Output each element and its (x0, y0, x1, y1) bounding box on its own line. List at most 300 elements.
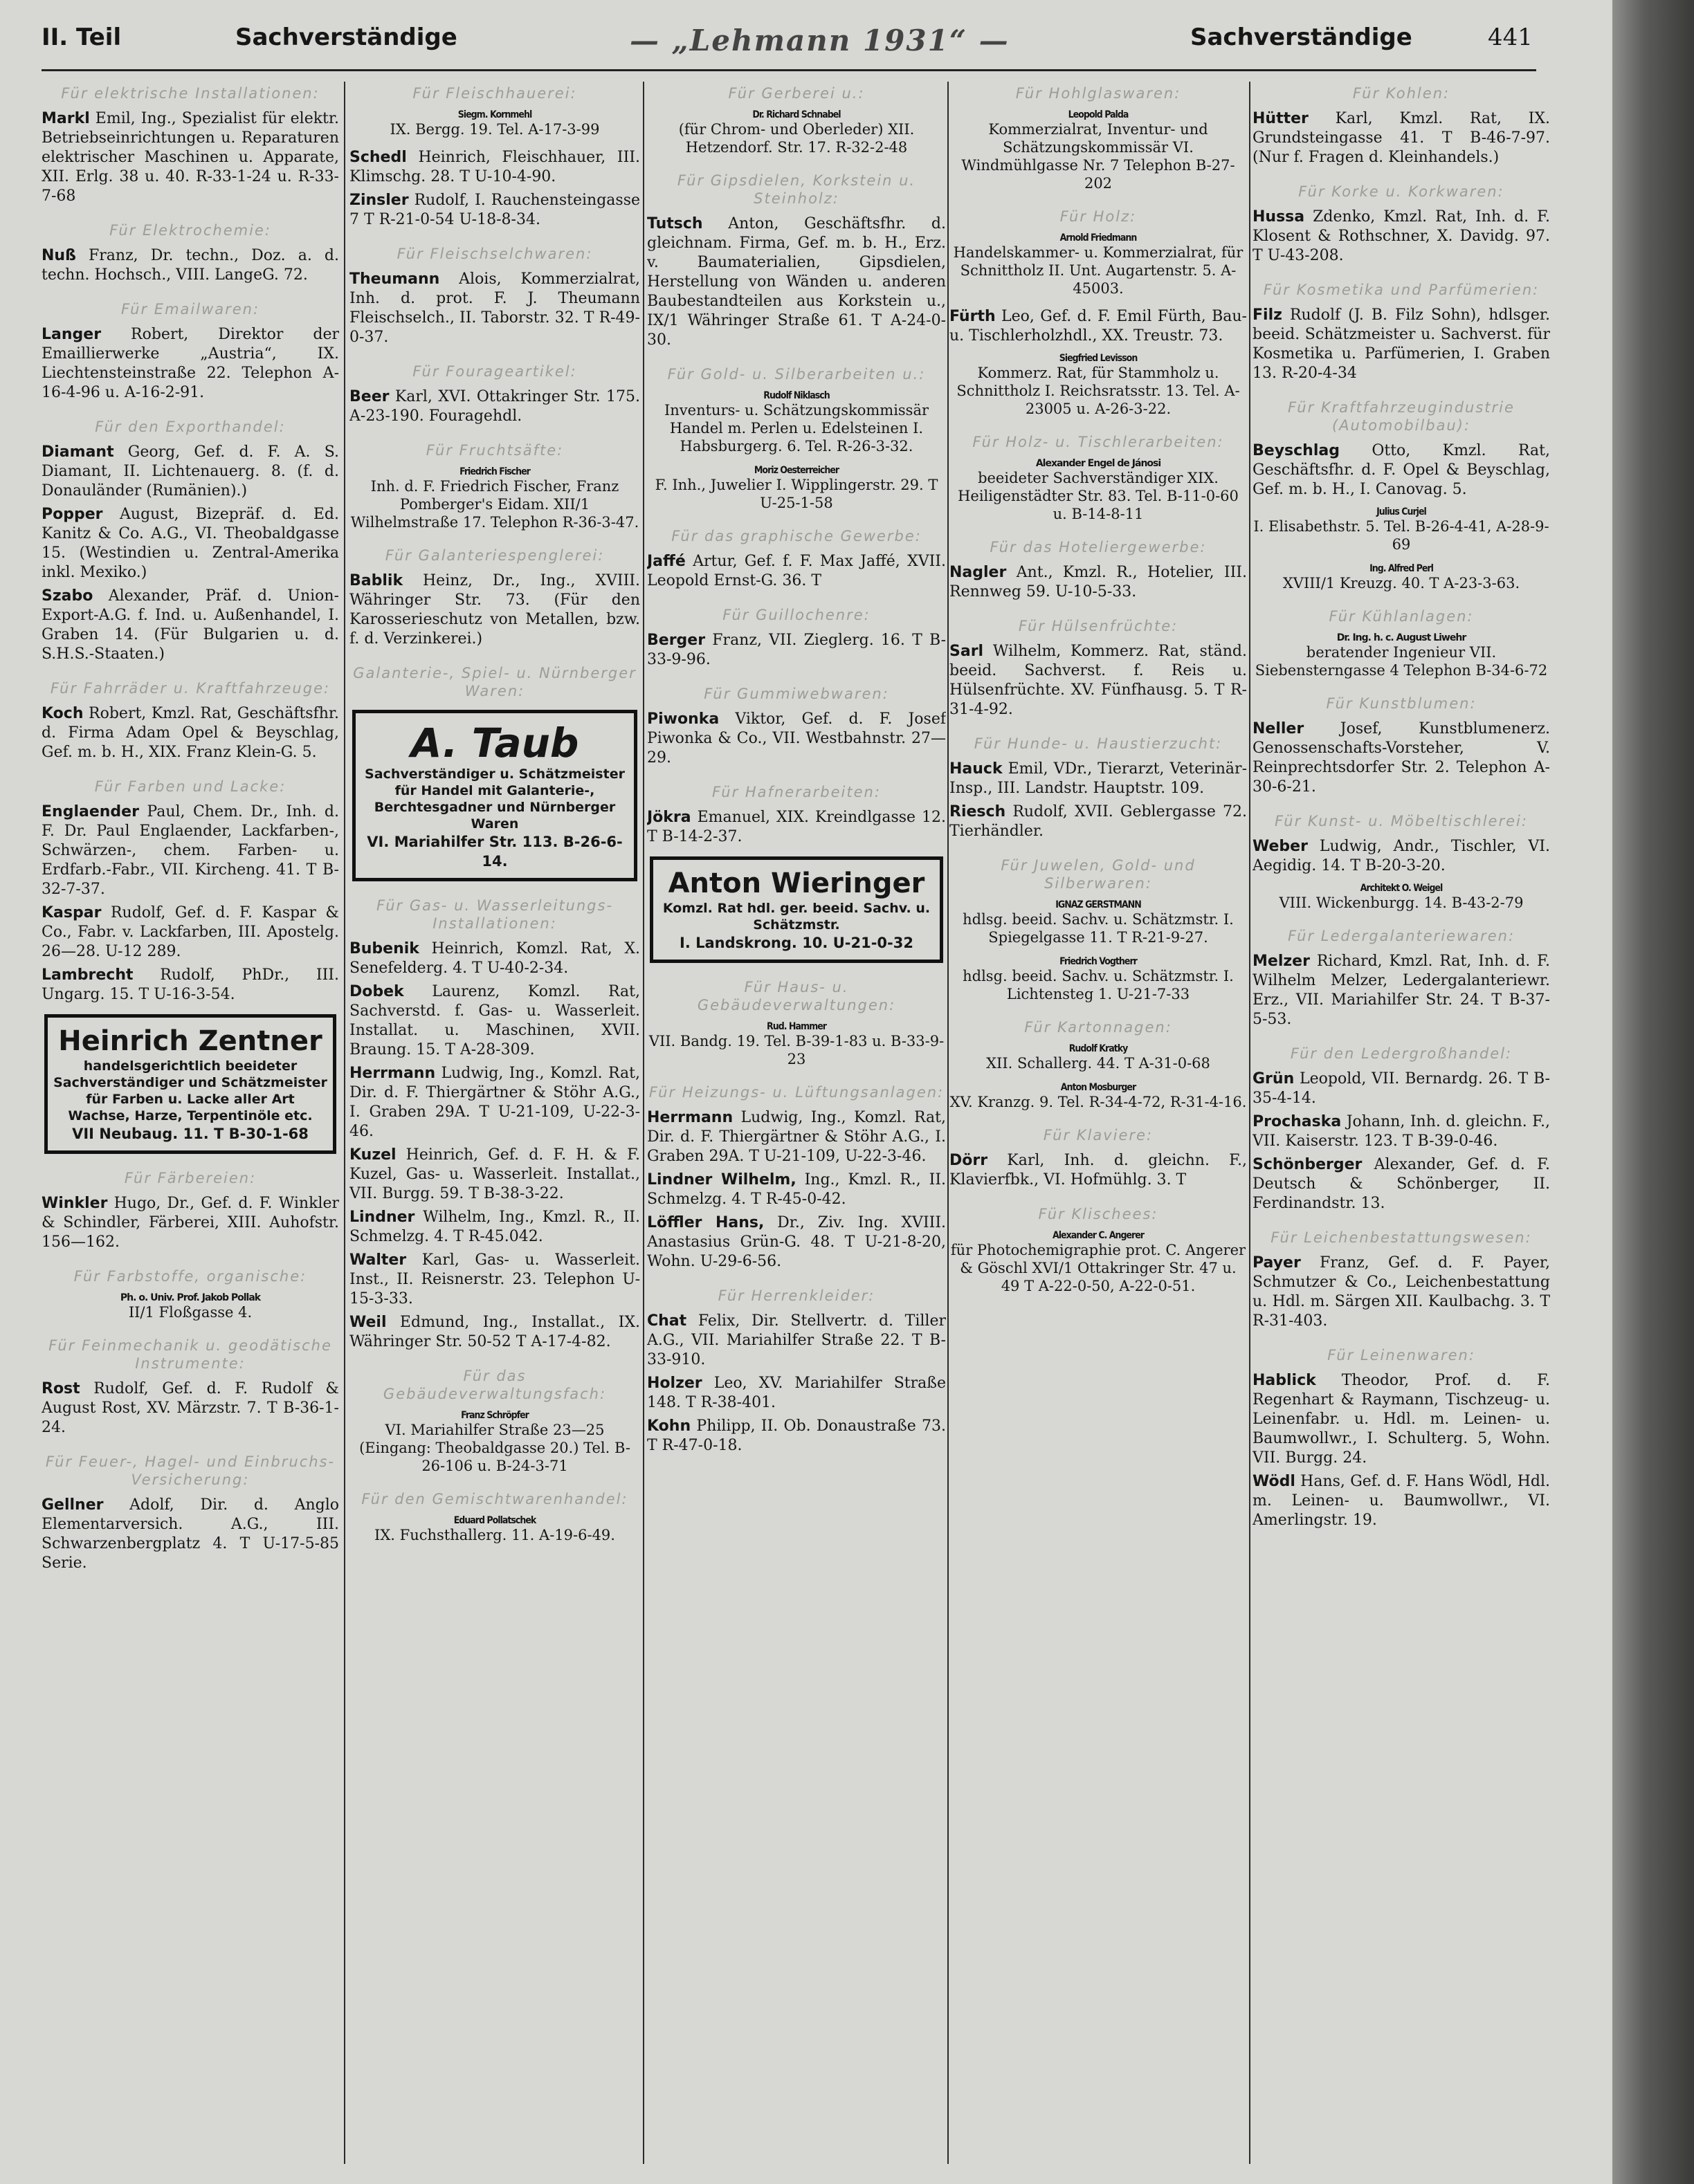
section-heading: Für Fleischselchwaren: (397, 246, 593, 262)
directory-entry (647, 1417, 946, 1456)
advert-title: Arnold Friedmann (1059, 232, 1137, 244)
advert-title: Friedrich Vogtherr (1059, 956, 1137, 967)
section-heading: Für Galanteriespenglerei: (385, 547, 605, 564)
entry-details: Wilhelm, Kommerz. Rat, ständ. beeid. Sachverst. f. Reis u. Hülsenfrüchte. XV. Fünfhausg. 5. T R-31-4-92. (949, 643, 1247, 718)
entry-details: Hugo, Dr., Gef. d. F. Winkler & Schindler, Färberei, XIII. Auhofstr. 156—162. (42, 1195, 339, 1251)
entry-details: Felix, Dir. Stellvertr. d. Tiller A.G., VII. Mariahilfer Straße 22. T B-33-910. (647, 1312, 946, 1368)
directory-entry (1253, 1472, 1550, 1530)
entry-details: Robert, Direktor der Emaillierwerke „Austria“, IX. Liechtensteinstraße 22. Telephon A-16-4-96 u. A-16-2-91. (42, 326, 339, 401)
column-5 (1253, 82, 1550, 2164)
entry-name: Kohn (647, 1417, 691, 1435)
directory-entry (647, 631, 946, 670)
entry-details: Heinrich, Fleischhauer, III. Klimschg. 28. T U-10-4-90. (349, 149, 640, 185)
entry-name: Herrmann (647, 1109, 734, 1126)
directory-entry (349, 1251, 640, 1309)
entry-details: Emil, Ing., Spezialist für elektr. Betriebseinrichtungen u. Reparaturen elektrischer Maschinen u. Apparate, XII. Erlg. 38 u. 40. R-33-1-24 u. R-33-7-68 (42, 110, 339, 205)
entry-details: Ant., Kmzl. R., Hotelier, III. Rennweg 59. U-10-5-33. (949, 564, 1247, 600)
entry-details: Emanuel, XIX. Kreindlgasse 12. T B-14-2-37. (647, 809, 946, 845)
entry-name: Riesch (949, 803, 1006, 820)
entry-name: Schedl (349, 149, 407, 166)
section-heading: Für den Ledergroßhandel: (1290, 1045, 1513, 1062)
advert-details: XV. Kranzg. 9. Tel. R-34-4-72, R-31-4-16. (949, 1094, 1247, 1110)
directory-entry (42, 246, 339, 285)
advert-details: für Photochemigraphie prot. C. Angerer & Göschl XVI/1 Ottakringer Str. 47 u. 49 T A-22-0-50, A-22-0-51. (950, 1242, 1246, 1294)
entry-name: Wödl (1253, 1473, 1295, 1490)
advert-title: Alexander Engel de Jánosi (1035, 458, 1161, 469)
section-heading: Für Herrenkleider: (718, 1287, 875, 1304)
advert-title: Ing. Alfred Perl (1369, 563, 1433, 574)
display-advert (647, 390, 946, 455)
entry-details: Theodor, Prof. d. F. Regenhart & Raymann, Tischzeug- u. Leinenfabr. u. Hdl. m. Leinen- u. Baumwollwr., I. Schulterg. 5, Wohn. VII. Burgg. 24. (1253, 1372, 1550, 1467)
entry-details: Adolf, Dir. d. Anglo Elementarversich. A.G., III. Schwarzenbergplatz 4. T U-17-5-85 Serie. (42, 1496, 339, 1572)
column-divider (643, 82, 644, 2164)
section-heading: Für Haus- u. Gebäudeverwaltungen: (697, 979, 896, 1013)
entry-name: Jökra (647, 809, 691, 826)
entry-name: Weber (1253, 838, 1308, 855)
directory-entry (42, 109, 339, 206)
display-advert (42, 1292, 339, 1321)
advert-details: IX. Fuchsthallerg. 11. A-19-6-49. (374, 1527, 615, 1543)
entry-name: Nuß (42, 247, 76, 264)
entry-name: Winkler (42, 1195, 108, 1212)
section-heading: Für den Exporthandel: (95, 419, 286, 435)
display-advert (647, 465, 946, 512)
directory-entry (349, 939, 640, 978)
section-heading: Für Holz: (1059, 208, 1137, 225)
directory-entry (949, 307, 1247, 346)
directory-entry (1253, 109, 1550, 167)
directory-entry (42, 1194, 339, 1252)
directory-entry (1253, 208, 1550, 266)
boxed-advert (650, 856, 943, 963)
advert-details: hdlsg. beeid. Sachv. u. Schätzmstr. I. Spiegelgasse 11. T R-21-9-27. (963, 911, 1234, 946)
entry-name: Sarl (949, 643, 984, 660)
section-heading: Für Holz- u. Tischlerarbeiten: (972, 434, 1224, 450)
part-label: II. Teil (42, 24, 122, 51)
column-1 (42, 82, 339, 2164)
entry-details: Philipp, II. Ob. Donaustraße 73. T R-47-0-18. (647, 1417, 946, 1454)
advert-details: II/1 Floßgasse 4. (128, 1304, 253, 1321)
display-advert (1253, 506, 1550, 553)
entry-details: Alexander, Gef. d. F. Deutsch & Schönberger, II. Ferdinandstr. 13. (1253, 1156, 1550, 1212)
section-heading: Für Hohlglaswaren: (1015, 85, 1181, 102)
directory-entry (949, 802, 1247, 841)
directory-entry (349, 1146, 640, 1204)
directory-entry (349, 982, 640, 1060)
entry-name: Hussa (1253, 208, 1305, 226)
entry-details: Leopold, VII. Bernardg. 26. T B-35-4-14. (1253, 1070, 1550, 1107)
directory-entry (647, 1213, 946, 1272)
section-heading: Für Kunstblumen: (1326, 695, 1477, 712)
directory-entry (647, 1374, 946, 1413)
directory-entry (349, 1208, 640, 1247)
directory-entry (349, 571, 640, 649)
entry-name: Weil (349, 1314, 387, 1331)
entry-name: Dobek (349, 983, 404, 1000)
entry-name: Hütter (1253, 110, 1309, 127)
section-heading: Für Fourageartikel: (412, 363, 577, 380)
directory-entry (647, 1312, 946, 1370)
entry-name: Gellner (42, 1496, 104, 1514)
entry-name: Markl (42, 110, 90, 127)
advert-title: Moriz Oesterreicher (754, 465, 839, 476)
entry-details: Franz, Gef. d. F. Payer, Schmutzer & Co., Leichenbestattung u. Hdl. m. Särgen XII. Kaulbachg. 3. T R-31-403. (1253, 1254, 1550, 1330)
entry-details: Ludwig, Ing., Komzl. Rat, Dir. d. F. Thiergärtner & Stöhr A.G., I. Graben 29A. T U-21-109, U-22-3-46. (349, 1065, 640, 1140)
section-heading: Für Korke u. Korkwaren: (1298, 183, 1504, 200)
entry-name: Prochaska (1253, 1113, 1342, 1130)
directory-entry (647, 214, 946, 350)
directory-entry (42, 704, 339, 762)
directory-entry (647, 710, 946, 768)
directory-entry (349, 148, 640, 187)
entry-name: Popper (42, 506, 103, 523)
entry-details: Zdenko, Kmzl. Rat, Inh. d. F. Klosent & Rothschner, X. Davidg. 97. T U-43-208. (1253, 208, 1550, 264)
section-heading: Für Kühlanlagen: (1329, 608, 1474, 625)
display-advert (949, 899, 1247, 946)
advert-title: Dr. Ing. h. c. August Liwehr (1336, 632, 1466, 643)
entry-name: Tutsch (647, 215, 703, 232)
section-heading: Für Hafnerarbeiten: (712, 784, 881, 800)
entry-details: Rudolf (J. B. Filz Sohn), hdlsger. beeid. Schätzmeister u. Sachverst. für Kosmetika u. Parfümerien, I. Graben 13. R-20-4-34 (1253, 306, 1550, 382)
section-heading: Für Guillochenre: (722, 607, 871, 623)
entry-name: Schönberger (1253, 1156, 1363, 1173)
entry-name: Melzer (1253, 953, 1310, 970)
section-title-right: Sachverständige (1190, 24, 1412, 51)
advert-title: Siegfried Levisson (1059, 353, 1138, 364)
entry-details: Rudolf, XVII. Geblergasse 72. Tierhändler. (949, 803, 1247, 840)
entry-details: Josef, Kunstblumenerz. Genossenschafts-Vorsteher, V. Reinprechtsdorfer Str. 2. Telephon A-30-6-21. (1253, 720, 1550, 796)
advert-details: hdlsg. beeid. Sachv. u. Schätzmstr. I. Lichtensteg 1. U-21-7-33 (963, 968, 1234, 1002)
advert-details: Inventurs- u. Schätzungskommissär Handel m. Perlen u. Edelsteinen I. Habsburgerg. 6. Tel. R-26-3-32. (664, 402, 929, 455)
section-heading: Für Elektrochemie: (109, 222, 271, 239)
entry-details: Heinrich, Gef. d. F. H. & F. Kuzel, Gas- u. Wasserleit. Installat., VII. Burgg. 59. T B-38-3-22. (349, 1146, 640, 1202)
directory-entry (1253, 1155, 1550, 1213)
entry-details: Rudolf, PhDr., III. Ungarg. 15. T U-16-3-54. (42, 966, 339, 1003)
advert-title: Franz Schröpfer (461, 1410, 529, 1421)
advert-details: Inh. d. F. Friedrich Fischer, Franz Pomberger's Eidam. XII/1 Wilhelmstraße 17. Telephon R-36-3-47. (350, 478, 639, 531)
entry-name: Hauck (949, 760, 1003, 778)
boxed-advert-title: Heinrich Zentner (58, 1025, 322, 1057)
boxed-advert-address: I. Landskrong. 10. U-21-0-32 (680, 935, 913, 951)
section-heading: Für Hülsenfrüchte: (1018, 618, 1178, 634)
display-advert (349, 1410, 640, 1475)
entry-details: Alexander, Präf. d. Union-Export-A.G. f. Ind. u. Außenhandel, I. Graben 14. (Für Bulgarien u. d. S.H.S.-Staaten.) (42, 587, 339, 663)
publication-title: — „Lehmann 1931“ — (630, 24, 1010, 57)
display-advert (349, 466, 640, 531)
entry-name: Nagler (949, 564, 1007, 581)
entry-name: Lindner (349, 1209, 415, 1226)
directory-entry (349, 1064, 640, 1141)
directory-entry (349, 1313, 640, 1352)
section-heading: Für Gerberei u.: (728, 85, 865, 102)
section-heading: Für Klischees: (1038, 1206, 1158, 1222)
book-spine-edge (1612, 0, 1694, 2184)
entry-name: Kaspar (42, 904, 102, 921)
boxed-advert-address: VI. Mariahilfer Str. 113. B-26-6-14. (367, 834, 623, 870)
entry-name: Neller (1253, 720, 1304, 737)
directory-entry (42, 325, 339, 403)
advert-title: Architekt O. Weigel (1360, 883, 1443, 894)
entry-details: Karl, Gas- u. Wasserleit. Inst., II. Reisnerstr. 23. Telephon U-15-3-33. (349, 1251, 640, 1307)
entry-name: Koch (42, 705, 84, 722)
entry-details: August, Bizepräf. d. Ed. Kanitz & Co. A.G., VI. Theobaldgasse 15. (Westindien u. Zentral-Amerika inkl. Mexiko.) (42, 506, 339, 581)
display-advert (349, 1515, 640, 1544)
directory-entry (1253, 306, 1550, 383)
advert-details: VI. Mariahilfer Straße 23—25 (Eingang: Theobaldgasse 20.) Tel. B-26-106 u. B-24-3-71 (359, 1422, 630, 1474)
section-heading: Für Fleischhauerei: (412, 85, 577, 102)
section-heading: Für Hunde- u. Haustierzucht: (974, 735, 1223, 752)
entry-name: Theumann (349, 270, 440, 288)
entry-name: Bablik (349, 572, 403, 589)
display-advert (647, 109, 946, 156)
section-heading: Für das graphische Gewerbe: (671, 528, 922, 544)
entry-name: Chat (647, 1312, 687, 1330)
entry-name: Langer (42, 326, 102, 343)
display-advert (949, 956, 1247, 1003)
section-heading: Für Gold- u. Silberarbeiten u.: (667, 366, 926, 383)
column-divider (947, 82, 949, 2164)
boxed-advert-title: A. Taub (410, 719, 579, 767)
entry-name: Szabo (42, 587, 93, 605)
directory-entry (1253, 1070, 1550, 1108)
display-advert (949, 1043, 1247, 1072)
entry-details: Franz, Dr. techn., Doz. a. d. techn. Hochsch., VIII. LangeG. 72. (42, 247, 339, 284)
boxed-advert-address: VII Neubaug. 11. T B-30-1-68 (72, 1126, 309, 1142)
directory-entry (42, 443, 339, 501)
entry-details: Johann, Inh. d. gleichn. F., VII. Kaiserstr. 123. T B-39-0-46. (1253, 1113, 1550, 1150)
section-heading: Für das Hoteliergewerbe: (990, 539, 1207, 556)
entry-name: Berger (647, 632, 706, 649)
entry-name: Diamant (42, 443, 114, 461)
advert-details: Kommerz. Rat, für Stammholz u. Schnittholz I. Reichsratsstr. 13. Tel. A-23005 u. A-26-3-22. (956, 365, 1240, 417)
entry-name: Piwonka (647, 710, 720, 728)
entry-name: Zinsler (349, 192, 409, 209)
directory-entry (42, 903, 339, 962)
advert-title: IGNAZ GERSTMANN (1055, 899, 1141, 910)
section-heading: Für Gipsdielen, Korkstein u. Steinholz: (677, 172, 916, 207)
section-heading: Für Kartonnagen: (1024, 1019, 1172, 1036)
boxed-advert-title: Anton Wieringer (668, 868, 925, 899)
display-advert (949, 232, 1247, 297)
display-advert (1253, 563, 1550, 592)
entry-details: Otto, Kmzl. Rat, Geschäftsfhr. d. F. Opel & Beyschlag, Gef. m. b. H., I. Canovag. 5. (1253, 442, 1550, 498)
entry-name: Lambrecht (42, 966, 134, 984)
directory-entry (1253, 952, 1550, 1029)
directory-entry (42, 1496, 339, 1573)
display-advert (349, 109, 640, 138)
advert-title: Ph. o. Univ. Prof. Jakob Pollak (120, 1292, 261, 1303)
section-heading: Für Gas- u. Wasserleitungs-Installationen: (376, 897, 614, 932)
directory-entry (1253, 837, 1550, 876)
entry-name: Filz (1253, 306, 1282, 324)
entry-details: Hans, Gef. d. F. Hans Wödl, Hdl. m. Leinen- u. Baumwollwr., VI. Amerlingstr. 19. (1253, 1473, 1550, 1529)
section-heading: Für Leinenwaren: (1327, 1347, 1475, 1364)
entry-details: Rudolf, Gef. d. F. Kaspar & Co., Fabr. v. Lackfarben, III. Apostelg. 26—28. U-12 289. (42, 904, 339, 960)
entry-name: Kuzel (349, 1146, 397, 1164)
boxed-advert (352, 710, 637, 881)
directory-entry (949, 1151, 1247, 1190)
entry-details: Georg, Gef. d. F. A. S. Diamant, II. Lichtenauerg. 8. (f. d. Donauländer (Rumänien).) (42, 443, 339, 499)
entry-details: Franz, VII. Zieglerg. 16. T B-33-9-96. (647, 632, 946, 668)
entry-details: Dr., Ziv. Ing. XVIII. Anastasius Grün-G. 48. T U-21-8-20, Wohn. U-29-6-56. (647, 1214, 946, 1270)
column-2 (349, 82, 640, 2164)
section-heading: Für Gummiwebwaren: (704, 686, 889, 702)
entry-name: Englaender (42, 803, 139, 820)
section-heading: Für Fahrräder u. Kraftfahrzeuge: (50, 680, 331, 697)
advert-title: Friedrich Fischer (459, 466, 530, 477)
boxed-advert-description: handelsgerichtlich beeideter Sachverständiger und Schätzmeister für Farben u. Lacke aller Art Wachse, Harze, Terpentinöle etc. (53, 1058, 327, 1123)
section-heading: Für Fruchtsäfte: (426, 442, 564, 459)
advert-details: beeideter Sachverständiger XIX. Heiligenstädter Str. 83. Tel. B-11-0-60 u. B-14-8-11 (958, 470, 1239, 522)
display-advert (949, 458, 1247, 523)
directory-entry (1253, 719, 1550, 797)
page-header (42, 24, 1536, 65)
section-heading: Für Emailwaren: (120, 301, 260, 318)
boxed-advert-description: Komzl. Rat hdl. ger. beeid. Sachv. u. Schätzmstr. (662, 901, 931, 933)
advert-details: Kommerzialrat, Inventur- und Schätzungskommissär VI. Windmühlgasse Nr. 7 Telephon B-27-202 (961, 121, 1235, 192)
display-advert (1253, 632, 1550, 679)
advert-details: F. Inh., Juwelier I. Wipplingerstr. 29. T U-25-1-58 (655, 477, 938, 511)
entry-details: Karl, Kmzl. Rat, IX. Grundsteingasse 41. T B-46-7-97. (Nur f. Fragen d. Kleinhandels.) (1253, 110, 1550, 166)
advert-details: VII. Bandg. 19. Tel. B-39-1-83 u. B-33-9-23 (648, 1033, 945, 1067)
display-advert (949, 353, 1247, 418)
entry-details: Heinrich, Komzl. Rat, X. Senefelderg. 4. T U-40-2-34. (349, 940, 640, 977)
advert-details: IX. Bergg. 19. Tel. A-17-3-99 (390, 121, 600, 138)
advert-title: Siegm. Kornmehl (457, 109, 532, 120)
entry-name: Bubenik (349, 940, 419, 957)
section-heading: Für Färbereien: (124, 1170, 257, 1186)
section-heading: Für Juwelen, Gold- und Silberwaren: (1001, 857, 1196, 892)
section-heading: Für Kunst- u. Möbeltischlerei: (1275, 813, 1528, 829)
entry-details: Edmund, Ing., Installat., IX. Währinger Str. 50-52 T A-17-4-82. (349, 1314, 640, 1350)
entry-name: Grün (1253, 1070, 1295, 1088)
advert-title: Anton Mosburger (1060, 1082, 1136, 1093)
entry-name: Walter (349, 1251, 407, 1269)
display-advert (1253, 883, 1550, 912)
entry-details: Rudolf, Gef. d. F. Rudolf & August Rost, XV. Märzstr. 7. T B-36-1-24. (42, 1380, 339, 1436)
directory-entry (1253, 1254, 1550, 1331)
section-heading: Für Feuer-, Hagel- und Einbruchs-Versicherung: (45, 1453, 336, 1488)
directory-entry (647, 808, 946, 847)
entry-details: Rudolf, I. Rauchensteingasse 7 T R-21-0-54 U-18-8-34. (349, 192, 640, 228)
directory-entry (647, 1171, 946, 1209)
section-heading: Für Ledergalanteriewaren: (1287, 928, 1515, 944)
entry-details: Ludwig, Andr., Tischler, VI. Aegidig. 14. T B-20-3-20. (1253, 838, 1550, 874)
advert-title: Julius Curjel (1376, 506, 1426, 517)
entry-name: Jaffé (647, 553, 686, 570)
boxed-advert-description: Sachverständiger u. Schätzmeister für Handel mit Galanterie-, Berchtesgadner und Nürnberger Waren (365, 767, 625, 832)
entry-name: Holzer (647, 1375, 702, 1392)
directory-entry (42, 802, 339, 899)
advert-details: I. Elisabethstr. 5. Tel. B-26-4-41, A-28-9-69 (1253, 518, 1549, 553)
column-divider (1249, 82, 1250, 2164)
directory-entry (647, 1108, 946, 1166)
page-number: 441 (1488, 24, 1533, 51)
entry-name: Lindner Wilhelm, (647, 1171, 796, 1189)
directory-entry (42, 966, 339, 1004)
advert-details: beratender Ingenieur VII. Siebensterngasse 4 Telephon B-34-6-72 (1255, 644, 1548, 679)
entry-details: Laurenz, Komzl. Rat, Sachverstd. f. Gas- u. Wasserleit. Installat. u. Maschinen, XVII. Braung. 15. T A-28-309. (349, 983, 640, 1058)
entry-details: Viktor, Gef. d. F. Josef Piwonka & Co., VII. Westbahnstr. 27—29. (647, 710, 946, 767)
entry-details: Robert, Kmzl. Rat, Geschäftsfhr. d. Firma Adam Opel & Beyschlag, Gef. m. b. H., XIX. Franz Klein-G. 5. (42, 705, 339, 761)
entry-details: Ludwig, Ing., Komzl. Rat, Dir. d. F. Thiergärtner & Stöhr A.G., I. Graben 29A. T U-21-109, U-22-3-46. (647, 1109, 946, 1165)
entry-details: Heinz, Dr., Ing., XVIII. Währinger Str. 73. (Für den Karosserieschutz von Metallen, bzw. f. d. Verzinkerei.) (349, 572, 640, 648)
column-4 (949, 82, 1247, 2164)
directory-entry (949, 642, 1247, 719)
header-rule (42, 69, 1536, 71)
directory-entry (349, 270, 640, 347)
display-advert (949, 1082, 1247, 1111)
directory-entry (42, 587, 339, 664)
section-heading: Für das Gebäudeverwaltungsfach: (383, 1368, 607, 1402)
column-divider (344, 82, 345, 2164)
section-heading: Für elektrische Installationen: (61, 85, 320, 102)
directory-entry (949, 563, 1247, 602)
section-heading: Für Kosmetika und Parfümerien: (1263, 282, 1540, 298)
section-heading: Galanterie-, Spiel- u. Nürnberger Waren: (353, 665, 637, 699)
entry-details: Alois, Kommerzialrat, Inh. d. prot. F. J. Theumann Fleischselch., II. Taborstr. 32. T R-49-0-37. (349, 270, 640, 346)
advert-details: Handelskammer- u. Kommerzialrat, für Schnittholz II. Unt. Augartenstr. 5. A-45003. (953, 244, 1244, 297)
advert-title: Rud. Hammer (767, 1021, 826, 1032)
section-heading: Für Heizungs- u. Lüftungsanlagen: (648, 1084, 945, 1101)
entry-name: Rost (42, 1380, 80, 1397)
section-heading: Für Klaviere: (1043, 1127, 1154, 1144)
display-advert (949, 1230, 1247, 1295)
entry-name: Dörr (949, 1152, 988, 1169)
column-3 (647, 82, 946, 2164)
advert-title: Rudolf Niklasch (763, 390, 830, 401)
advert-title: Alexander C. Angerer (1052, 1230, 1144, 1241)
entry-details: Emil, VDr., Tierarzt, Veterinär-Insp., III. Landstr. Hauptstr. 109. (949, 760, 1247, 797)
entry-details: Karl, Inh. d. gleichn. F., Klavierfbk., VI. Hofmühlg. 3. T (949, 1152, 1247, 1189)
entry-details: Anton, Geschäftsfhr. d. gleichnam. Firma, Gef. m. b. H., Erz. v. Baumaterialien, Gipsdielen, Herstellung von Wänden u. anderen Baubestandteilen aus Korkstein u., IX/1 Währinger Straße 61. T A-24-0-30. (647, 215, 946, 349)
directory-entry (647, 552, 946, 591)
directory-entry (1253, 441, 1550, 499)
section-heading: Für Farbstoffe, organische: (73, 1268, 307, 1285)
entry-name: Löffler Hans, (647, 1214, 765, 1231)
entry-name: Payer (1253, 1254, 1301, 1272)
section-heading: Für Feinmechanik u. geodätische Instrumente: (48, 1337, 332, 1372)
directory-entry (42, 1379, 339, 1438)
entry-details: Leo, XV. Mariahilfer Straße 148. T R-38-401. (647, 1375, 946, 1411)
entry-details: Ing., Kmzl. R., II. Schmelzg. 4. T R-45-0-42. (647, 1171, 946, 1208)
entry-name: Beer (349, 388, 390, 405)
entry-name: Herrmann (349, 1065, 436, 1082)
advert-details: VIII. Wickenburgg. 14. B-43-2-79 (1279, 894, 1524, 911)
directory-entry (349, 191, 640, 230)
advert-title: Leopold Palda (1068, 109, 1129, 120)
advert-title: Rudolf Kratky (1068, 1043, 1128, 1054)
entry-name: Hablick (1253, 1372, 1316, 1389)
advert-details: XVIII/1 Kreuzg. 40. T A-23-3-63. (1282, 575, 1520, 591)
entry-details: Richard, Kmzl. Rat, Inh. d. F. Wilhelm Melzer, Ledergalanteriewr. Erz., VII. Mariahilfer Str. 24. T B-37-5-53. (1253, 953, 1550, 1028)
directory-entry (42, 505, 339, 582)
display-advert (647, 1021, 946, 1068)
section-heading: Für Kohlen: (1352, 85, 1450, 102)
directory-entry (1253, 1112, 1550, 1151)
entry-details: Karl, XVI. Ottakringer Str. 175. A-23-190. Fouragehdl. (349, 388, 640, 425)
directory-entry (949, 760, 1247, 798)
section-heading: Für Farben und Lacke: (94, 778, 286, 795)
section-heading: Für Leichenbestattungswesen: (1270, 1229, 1532, 1246)
advert-title: Dr. Richard Schnabel (752, 109, 841, 120)
advert-title: Eduard Pollatschek (453, 1515, 536, 1526)
entry-details: Artur, Gef. f. F. Max Jaffé, XVII. Leopold Ernst-G. 36. T (647, 553, 946, 589)
advert-details: XII. Schallerg. 44. T A-31-0-68 (986, 1055, 1210, 1072)
entry-name: Beyschlag (1253, 442, 1340, 459)
display-advert (949, 109, 1247, 192)
directory-entry (349, 387, 640, 426)
